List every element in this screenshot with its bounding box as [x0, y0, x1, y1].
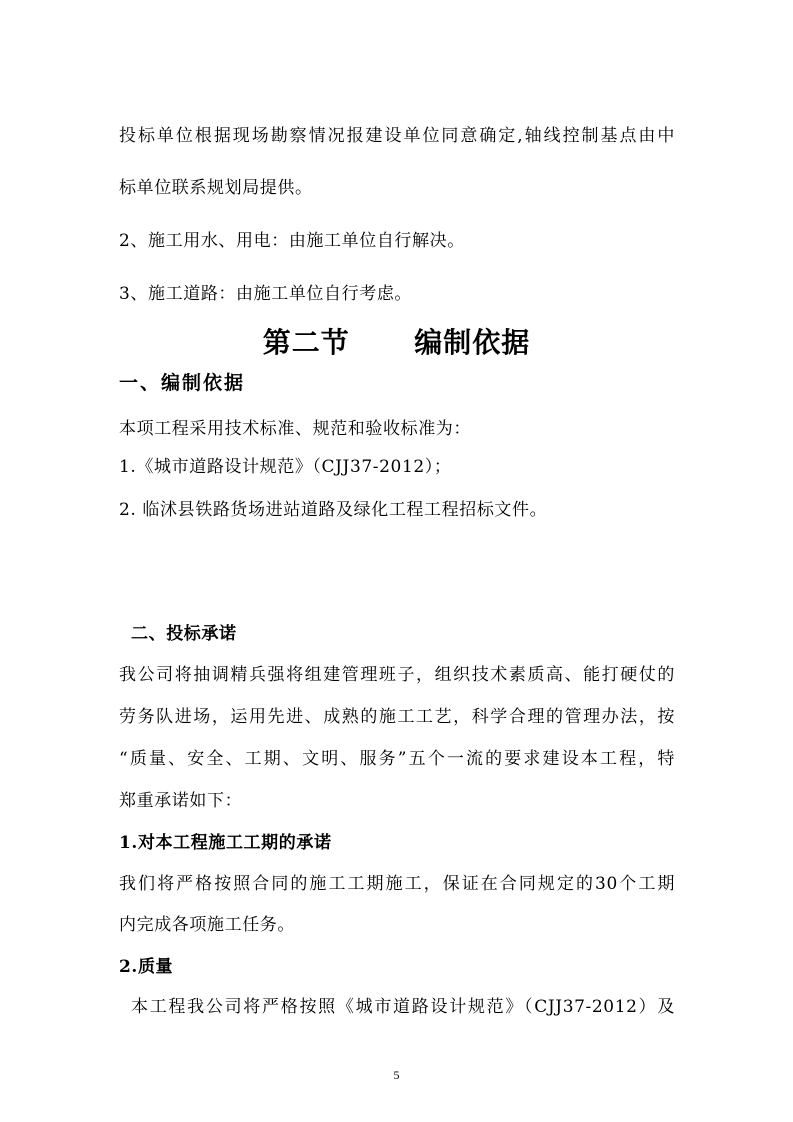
paragraph-line: 标单位联系规划局提供。	[119, 178, 313, 198]
paragraph-line: 本工程我公司将严格按照《城市道路设计规范》（CJJ37-2012）及	[131, 997, 675, 1017]
paragraph-line: 内完成各项施工任务。	[119, 915, 295, 935]
subsection-heading: 一、编制依据	[119, 372, 246, 394]
item-heading: 1.对本工程施工工期的承诺	[119, 833, 332, 853]
paragraph-line: 我们将严格按照合同的施工工期施工，保证在合同规定的30个工期	[119, 874, 675, 894]
subsection-heading: 二、投标承诺	[131, 624, 237, 644]
list-item: 2、施工用水、用电：由施工单位自行解决。	[119, 231, 465, 251]
paragraph-line: 劳务队进场，运用先进、成熟的施工工艺，科学合理的管理办法，按	[119, 707, 675, 727]
section-title: 第二节 编制依据	[262, 326, 531, 359]
paragraph-line: 投标单位根据现场勘察情况报建设单位同意确定,轴线控制基点由中	[119, 126, 675, 146]
paragraph-line: 郑重承诺如下：	[119, 791, 243, 811]
item-heading: 2.质量	[119, 957, 174, 977]
list-item: 3、施工道路：由施工单位自行考虑。	[119, 284, 413, 304]
list-item: 1.《城市道路设计规范》（CJJ37-2012）；	[119, 457, 452, 477]
page-number: 5	[393, 1068, 400, 1082]
paragraph-line: 我公司将抽调精兵强将组建管理班子，组织技术素质高、能打硬仗的	[119, 665, 675, 685]
list-item: 2. 临沭县铁路货场进站道路及绿化工程工程招标文件。	[119, 500, 548, 520]
paragraph-line: 本项工程采用技术标准、规范和验收标准为：	[119, 419, 471, 439]
paragraph-line: “质量、安全、工期、文明、服务”五个一流的要求建设本工程，特	[119, 749, 675, 769]
